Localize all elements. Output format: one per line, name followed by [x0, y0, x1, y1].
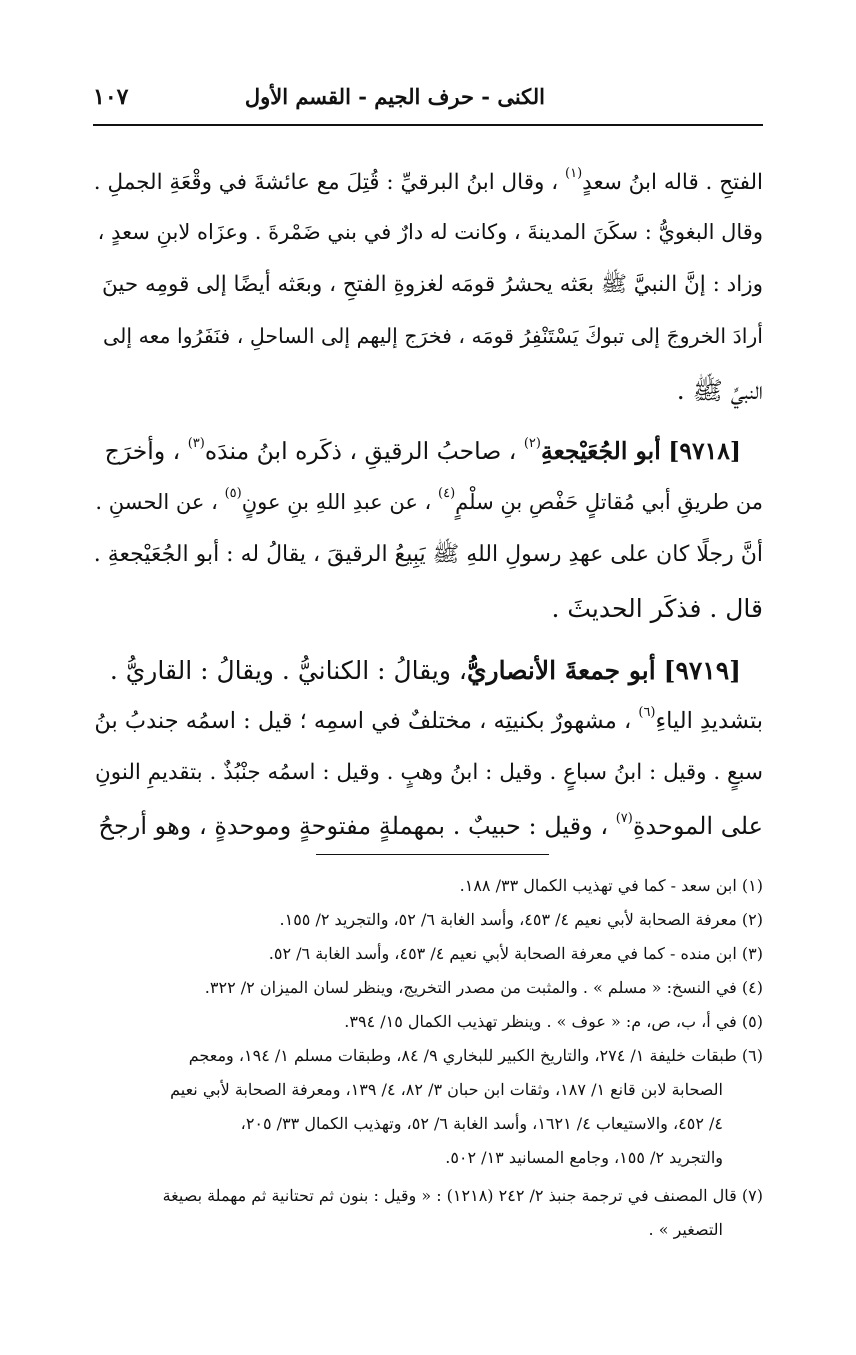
text-line: قال . فذكَر الحديثَ . [551, 594, 763, 623]
footnote-2: (٢) معرفة الصحابة لأبي نعيم ٤/ ٤٥٣، وأسد الغابة ٦/ ٥٢، والتجريد ٢/ ١٥٥. [279, 910, 763, 929]
footnote-5: (٥) في أ، ب، ص، م: « عوف » . وينظر تهذيب الكمال ١٥/ ٣٩٤. [344, 1012, 763, 1031]
header-divider [93, 124, 763, 126]
header-title: الكنى - حرف الجيم - القسم الأول [244, 84, 545, 109]
footnote-1: (١) ابن سعد - كما في تهذيب الكمال ٣٣/ ١٨٨. [459, 876, 763, 895]
text-line: الفتحِ . قاله ابنُ سعدٍ$^{(١)}$ ، وقال ابنُ البرقيِّ : قُتِلَ مع عائشةَ في وقْعَةِ الجملِ . [93, 166, 763, 195]
running-header [93, 84, 763, 120]
footnote-ref[interactable]: (٣) [187, 436, 205, 451]
page-number: ١٠٧ [93, 84, 129, 110]
entry-9719: [٩٧١٩] أبو جمعةَ الأنصاريُّ، ويقالُ : الكنانيُّ . ويقالُ : القاريُّ . [109, 656, 741, 685]
text-line: أرادَ الخروجَ إلى تبوكَ يَسْتَنْفِرُ قومَه ، فخرَج إليهم إلى الساحلِ ، فنَفَرُوا معه إلى [103, 324, 763, 348]
footnote-6-cont: الصحابة لابن قانع ١/ ١٨٧، وثقات ابن حبان ٣/ ٨٢، ٤/ ١٣٩، ومعرفة الصحابة لأبي نعيم [170, 1080, 723, 1099]
entry-number: [٩٧١٨] [668, 437, 741, 465]
text-line: سبعٍ . وقيل : ابنُ سباعٍ . وقيل : ابنُ وهبٍ . وقيل : اسمُه جنْبُذٌ . بتقديمِ النونِ [94, 760, 763, 785]
footnote-4: (٤) في النسخ: « مسلم » . والمثبت من مصدر التخريج، وينظر لسان الميزان ٢/ ٣٢٢. [204, 978, 763, 997]
footnote-7-cont: التصغير » . [648, 1220, 723, 1239]
text-line: وقال البغويُّ : سكَنَ المدينةَ ، وكانت له دارٌ في بني ضَمْرةَ . وعزَاه لابنِ سعدٍ ، [97, 220, 763, 244]
entry-name: أبو الجُعَيْجعةِ [540, 437, 661, 465]
text-line: على الموحدةِ$^{(٧)}$ ، وقيل : حبيبٌ . بمهملةٍ مفتوحةٍ وموحدةٍ ، وهو أرجحُ [98, 811, 763, 840]
entry-name: أبو جمعةَ الأنصاريُّ [466, 656, 656, 685]
entry-9718: [٩٧١٨] أبو الجُعَيْجعةِ$^{(٢)}$ ، صاحبُ الرقيقِ ، ذكَره ابنُ مندَه$^{(٣)}$ ، وأخرَج [104, 436, 741, 465]
footnote-ref[interactable]: (٤) [438, 486, 456, 501]
text-line: من طريقِ أبي مُقاتلٍ حَفْصِ بنِ سلْمٍ$^{(٤)}$ ، عن عبدِ اللهِ بنِ عونٍ$^{(٥)}$ ، عن الحسنِ . [95, 486, 763, 514]
footnote-ref[interactable]: (٦) [638, 705, 656, 720]
footnote-divider [316, 854, 549, 855]
footnote-6-cont: ٤/ ٤٥٢، والاستيعاب ٤/ ١٦٢١، وأسد الغابة ٦/ ٥٢، وتهذيب الكمال ٣٣/ ٢٠٥، [240, 1114, 723, 1133]
footnote-ref[interactable]: (٢) [523, 436, 541, 451]
text-line: أنَّ رجلًا كان على عهدِ رسولِ اللهِ ﷺ يَبِيعُ الرقيقَ ، يقالُ له : أبو الجُعَيْجعةِ . [93, 542, 763, 567]
footnote-6: (٦) طبقات خليفة ١/ ٢٧٤، والتاريخ الكبير للبخاري ٩/ ٨٤، وطبقات مسلم ١/ ١٩٤، ومعجم [188, 1046, 763, 1065]
footnote-ref[interactable]: (٥) [224, 486, 242, 501]
text-line: بتشديدِ الياءِ$^{(٦)}$ ، مشهورٌ بكنيتِه ، مختلفٌ في اسمِه ؛ قيل : اسمُه جندبُ بنُ [94, 705, 763, 734]
text-line: وزاد : إنَّ النبيَّ ﷺ بعَثه يحشرُ قومَه لغزوةِ الفتحِ ، وبعَثه أيضًا إلى قومِه حينَ [102, 272, 763, 297]
text-line: النبيِّ ﷺ . [676, 376, 763, 405]
entry-number: [٩٧١٩] [663, 656, 741, 685]
footnote-ref[interactable]: (١) [565, 166, 583, 181]
footnote-3: (٣) ابن منده - كما في معرفة الصحابة لأبي نعيم ٤/ ٤٥٣، وأسد الغابة ٦/ ٥٢. [268, 944, 763, 963]
footnote-7: (٧) قال المصنف في ترجمة جنبذ ٢/ ٢٤٢ (١٢١٨) : « وقيل : بنون ثم تحتانية ثم مهملة بصيغة [162, 1186, 763, 1205]
footnote-6-cont: والتجريد ٢/ ١٥٥، وجامع المسانيد ١٣/ ٥٠٢. [445, 1148, 723, 1167]
footnote-ref[interactable]: (٧) [615, 811, 633, 826]
